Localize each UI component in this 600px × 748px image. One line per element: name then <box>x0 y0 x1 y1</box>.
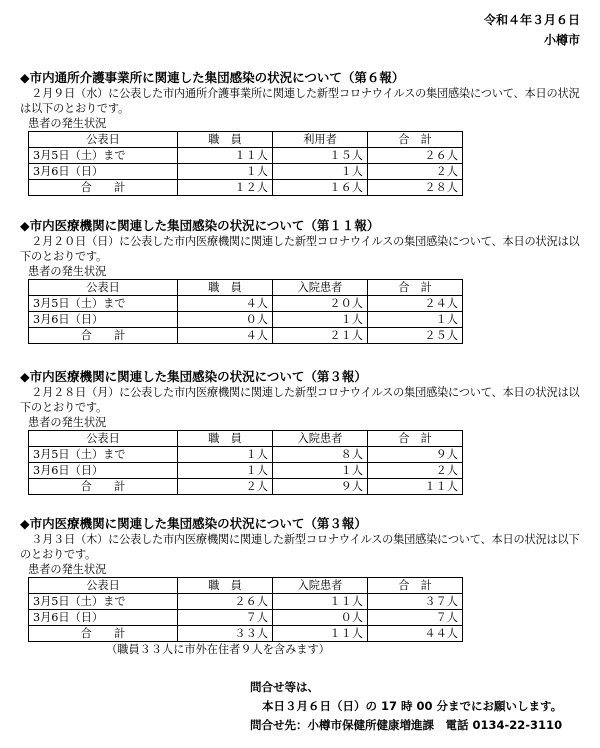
column-header: 入院患者 <box>273 578 368 594</box>
table-cell: １２人 <box>178 180 273 196</box>
table-total-row <box>29 328 463 344</box>
column-header: 職 員 <box>178 431 273 447</box>
table-cell: 3月6日（日） <box>29 312 178 328</box>
table-cell: １人 <box>178 447 273 463</box>
patient-table <box>28 430 463 495</box>
column-header: 公表日 <box>29 132 178 148</box>
table-cell: ２６人 <box>368 148 463 164</box>
table-cell: １人 <box>273 312 368 328</box>
section-table-label: 患者の発生状況 <box>28 563 107 576</box>
table-cell: ２０人 <box>273 296 368 312</box>
table-cell: ８人 <box>273 447 368 463</box>
contact-footer <box>0 678 600 735</box>
section-title: ◆市内医療機関に関連した集団感染の状況について（第１１報） <box>20 218 380 233</box>
table-cell: 合 計 <box>29 626 178 642</box>
section-title: ◆市内医療機関に関連した集団感染の状況について（第３報） <box>20 516 367 531</box>
table-cell: 3月5日（土）まで <box>29 594 178 610</box>
table-cell: ２５人 <box>368 328 463 344</box>
table-cell: １人 <box>178 463 273 479</box>
table-row <box>29 312 463 328</box>
section-body: ３月３日（木）に公表した市内医療機関に関連した新型コロナウイルスの集団感染について、本日の状況は以下のとおりです。 <box>20 533 580 561</box>
table-header-row <box>29 280 463 296</box>
column-header: 職 員 <box>178 578 273 594</box>
footer-line-2: 本日３月６日（日）の 17 時 00 分までにお願いします。 <box>262 699 563 713</box>
table-cell: ２８人 <box>368 180 463 196</box>
table-cell: ２人 <box>368 164 463 180</box>
table-cell: ４人 <box>178 328 273 344</box>
section-body: ２月２０日（日）に公表した市内医療機関に関連した新型コロナウイルスの集団感染について、本日の状況は以下のとおりです。 <box>20 235 580 263</box>
table-cell: 3月6日（日） <box>29 463 178 479</box>
document-org: 小樽市 <box>543 33 580 47</box>
column-header: 職 員 <box>178 280 273 296</box>
report-section-1 <box>20 70 580 196</box>
table-cell: １１人 <box>368 479 463 495</box>
table-total-row <box>29 180 463 196</box>
table-cell: １人 <box>273 164 368 180</box>
column-header: 合 計 <box>368 132 463 148</box>
table-cell: ０人 <box>273 610 368 626</box>
table-cell: ２１人 <box>273 328 368 344</box>
table-cell: ０人 <box>178 312 273 328</box>
table-cell: ４人 <box>178 296 273 312</box>
section-title: ◆市内医療機関に関連した集団感染の状況について（第３報） <box>20 369 367 384</box>
table-cell: １人 <box>178 164 273 180</box>
column-header: 職 員 <box>178 132 273 148</box>
document-date: 令和４年３月６日 <box>483 13 580 27</box>
section-table-label: 患者の発生状況 <box>28 265 107 278</box>
table-header-row <box>29 578 463 594</box>
footer-contact: 問合せ先：小樽市保健所健康増進課 電話 0134-22-3110 <box>250 718 563 732</box>
footer-line-1: 問合せ等は、 <box>250 680 319 694</box>
table-total-row <box>29 479 463 495</box>
table-cell: 3月6日（日） <box>29 164 178 180</box>
table-cell: ３３人 <box>178 626 273 642</box>
column-header: 入院患者 <box>273 280 368 296</box>
table-cell: ２人 <box>178 479 273 495</box>
table-row <box>29 447 463 463</box>
table-header-row <box>29 431 463 447</box>
section-title: ◆市内通所介護事業所に関連した集団感染の状況について（第６報） <box>20 70 405 85</box>
table-row <box>29 296 463 312</box>
table-cell: 合 計 <box>29 328 178 344</box>
table-row <box>29 594 463 610</box>
table-cell: 3月5日（土）まで <box>29 447 178 463</box>
report-section-4 <box>20 516 580 657</box>
table-row <box>29 164 463 180</box>
table-cell: １人 <box>273 463 368 479</box>
table-cell: ２４人 <box>368 296 463 312</box>
patient-table <box>28 131 463 196</box>
document-header <box>484 10 580 50</box>
section-table-label: 患者の発生状況 <box>28 117 107 130</box>
table-row <box>29 148 463 164</box>
column-header: 公表日 <box>29 578 178 594</box>
table-cell: １５人 <box>273 148 368 164</box>
section-body: ２月９日（水）に公表した市内通所介護事業所に関連した新型コロナウイルスの集団感染について、本日の状況は以下のとおりです。 <box>20 87 580 115</box>
table-cell: 3月5日（土）まで <box>29 148 178 164</box>
table-cell: 3月6日（日） <box>29 610 178 626</box>
table-header-row <box>29 132 463 148</box>
column-header: 利用者 <box>273 132 368 148</box>
table-cell: ２人 <box>368 463 463 479</box>
table-cell: ７人 <box>368 610 463 626</box>
table-row <box>29 463 463 479</box>
table-cell: １１人 <box>178 148 273 164</box>
column-header: 公表日 <box>29 280 178 296</box>
section-table-label: 患者の発生状況 <box>28 416 107 429</box>
table-cell: １６人 <box>273 180 368 196</box>
table-cell: 3月5日（土）まで <box>29 296 178 312</box>
table-cell: ２６人 <box>178 594 273 610</box>
table-note: （職員３３人に市外在住者９人を含みます） <box>106 643 330 656</box>
table-cell: １１人 <box>273 594 368 610</box>
report-section-3 <box>20 369 580 495</box>
table-cell: 合 計 <box>29 180 178 196</box>
table-cell: 合 計 <box>29 479 178 495</box>
column-header: 合 計 <box>368 280 463 296</box>
report-section-2 <box>20 218 580 344</box>
table-total-row <box>29 626 463 642</box>
table-cell: ７人 <box>178 610 273 626</box>
table-row <box>29 610 463 626</box>
section-body: ２月２８日（月）に公表した市内医療機関に関連した新型コロナウイルスの集団感染について、本日の状況は以下のとおりです。 <box>20 386 580 414</box>
table-cell: ９人 <box>273 479 368 495</box>
table-cell: ３７人 <box>368 594 463 610</box>
patient-table <box>28 577 463 642</box>
patient-table <box>28 279 463 344</box>
table-cell: ９人 <box>368 447 463 463</box>
column-header: 公表日 <box>29 431 178 447</box>
column-header: 入院患者 <box>273 431 368 447</box>
table-cell: １人 <box>368 312 463 328</box>
column-header: 合 計 <box>368 578 463 594</box>
column-header: 合 計 <box>368 431 463 447</box>
table-cell: ４４人 <box>368 626 463 642</box>
table-cell: １１人 <box>273 626 368 642</box>
